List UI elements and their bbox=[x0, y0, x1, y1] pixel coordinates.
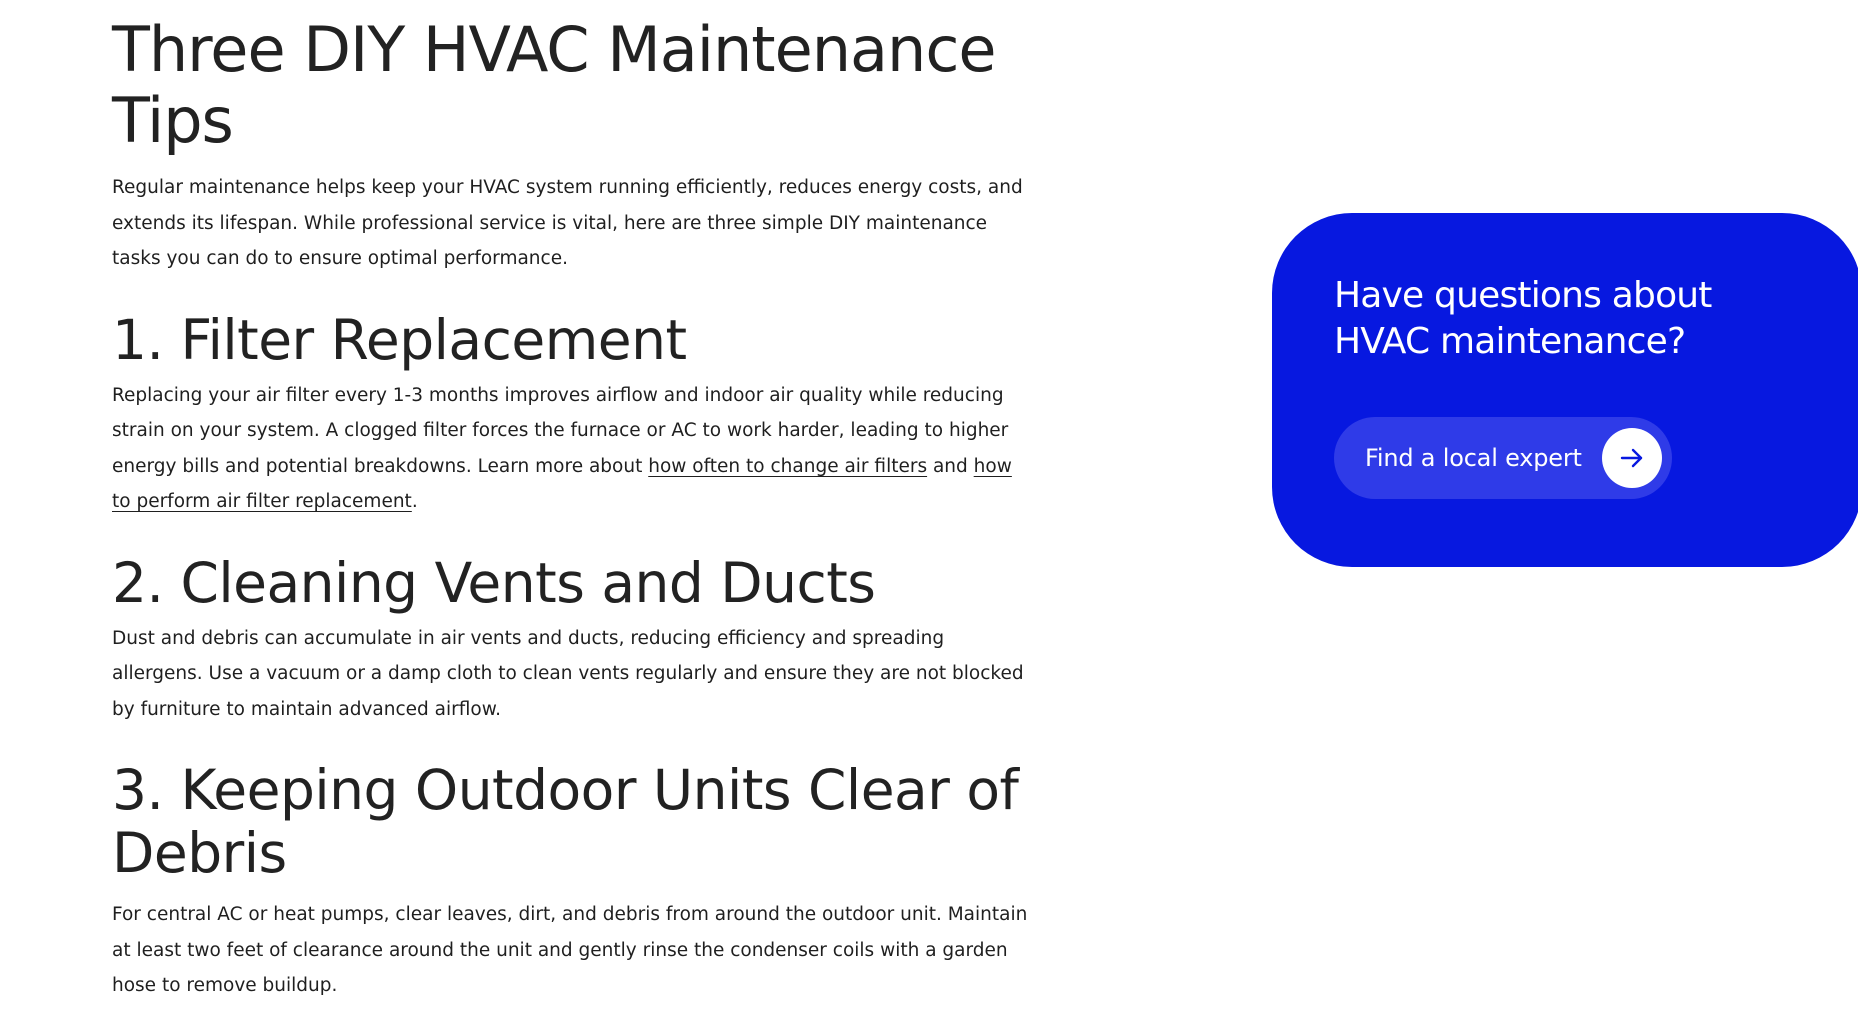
section-body-outdoor-units: For central AC or heat pumps, clear leaves, dirt, and debris from around the outdoor unit. Maintain at least two feet of clearance around the unit and gently rinse the condenser coils with a garden hose to remove buildup. bbox=[112, 904, 1028, 996]
section-body-cleaning-vents: Dust and debris can accumulate in air vents and ducts, reducing efficiency and spreading allergens. Use a vacuum or a damp cloth to clean vents regularly and ensure they are not blocked by furniture to maintain advanced airflow. bbox=[112, 627, 1024, 720]
section-body-filter-replacement bbox=[112, 378, 1032, 520]
filter-body-conjunction: and bbox=[927, 455, 974, 477]
filter-body-period: . bbox=[411, 491, 418, 512]
section-heading-outdoor-units: 3. Keeping Outdoor Units Clear of Debris bbox=[112, 758, 1019, 885]
page-title: Three DIY HVAC Maintenance Tips bbox=[112, 13, 996, 157]
section-heading-cleaning-vents: 2. Cleaning Vents and Ducts bbox=[112, 550, 876, 615]
link-change-air-filters[interactable]: how often to change air filters bbox=[648, 455, 928, 477]
cta-title: Have questions about HVAC maintenance? bbox=[1334, 275, 1712, 362]
cta-card bbox=[1272, 213, 1858, 567]
intro-paragraph: Regular maintenance helps keep your HVAC system running efficiently, reduces energy costs, and extends its lifespan. While professional service is vital, here are three simple DIY maintenance tasks you can do to ensure optimal performance. bbox=[112, 177, 1023, 269]
find-local-expert-button[interactable] bbox=[1334, 417, 1672, 499]
link-air-filter-replacement[interactable]: how to perform air filter replacement bbox=[112, 455, 1012, 512]
section-heading-filter-replacement: 1. Filter Replacement bbox=[112, 307, 687, 372]
article bbox=[112, 14, 1032, 1004]
filter-body-text: Replacing your air filter every 1-3 months improves airflow and indoor air quality while reducing strain on your system. A clogged filter forces the furnace or AC to work harder, leading to higher energy bills and potential breakdowns. Learn more about bbox=[112, 384, 1009, 477]
find-local-expert-label: Find a local expert bbox=[1365, 444, 1582, 472]
arrow-right-icon bbox=[1602, 428, 1662, 488]
